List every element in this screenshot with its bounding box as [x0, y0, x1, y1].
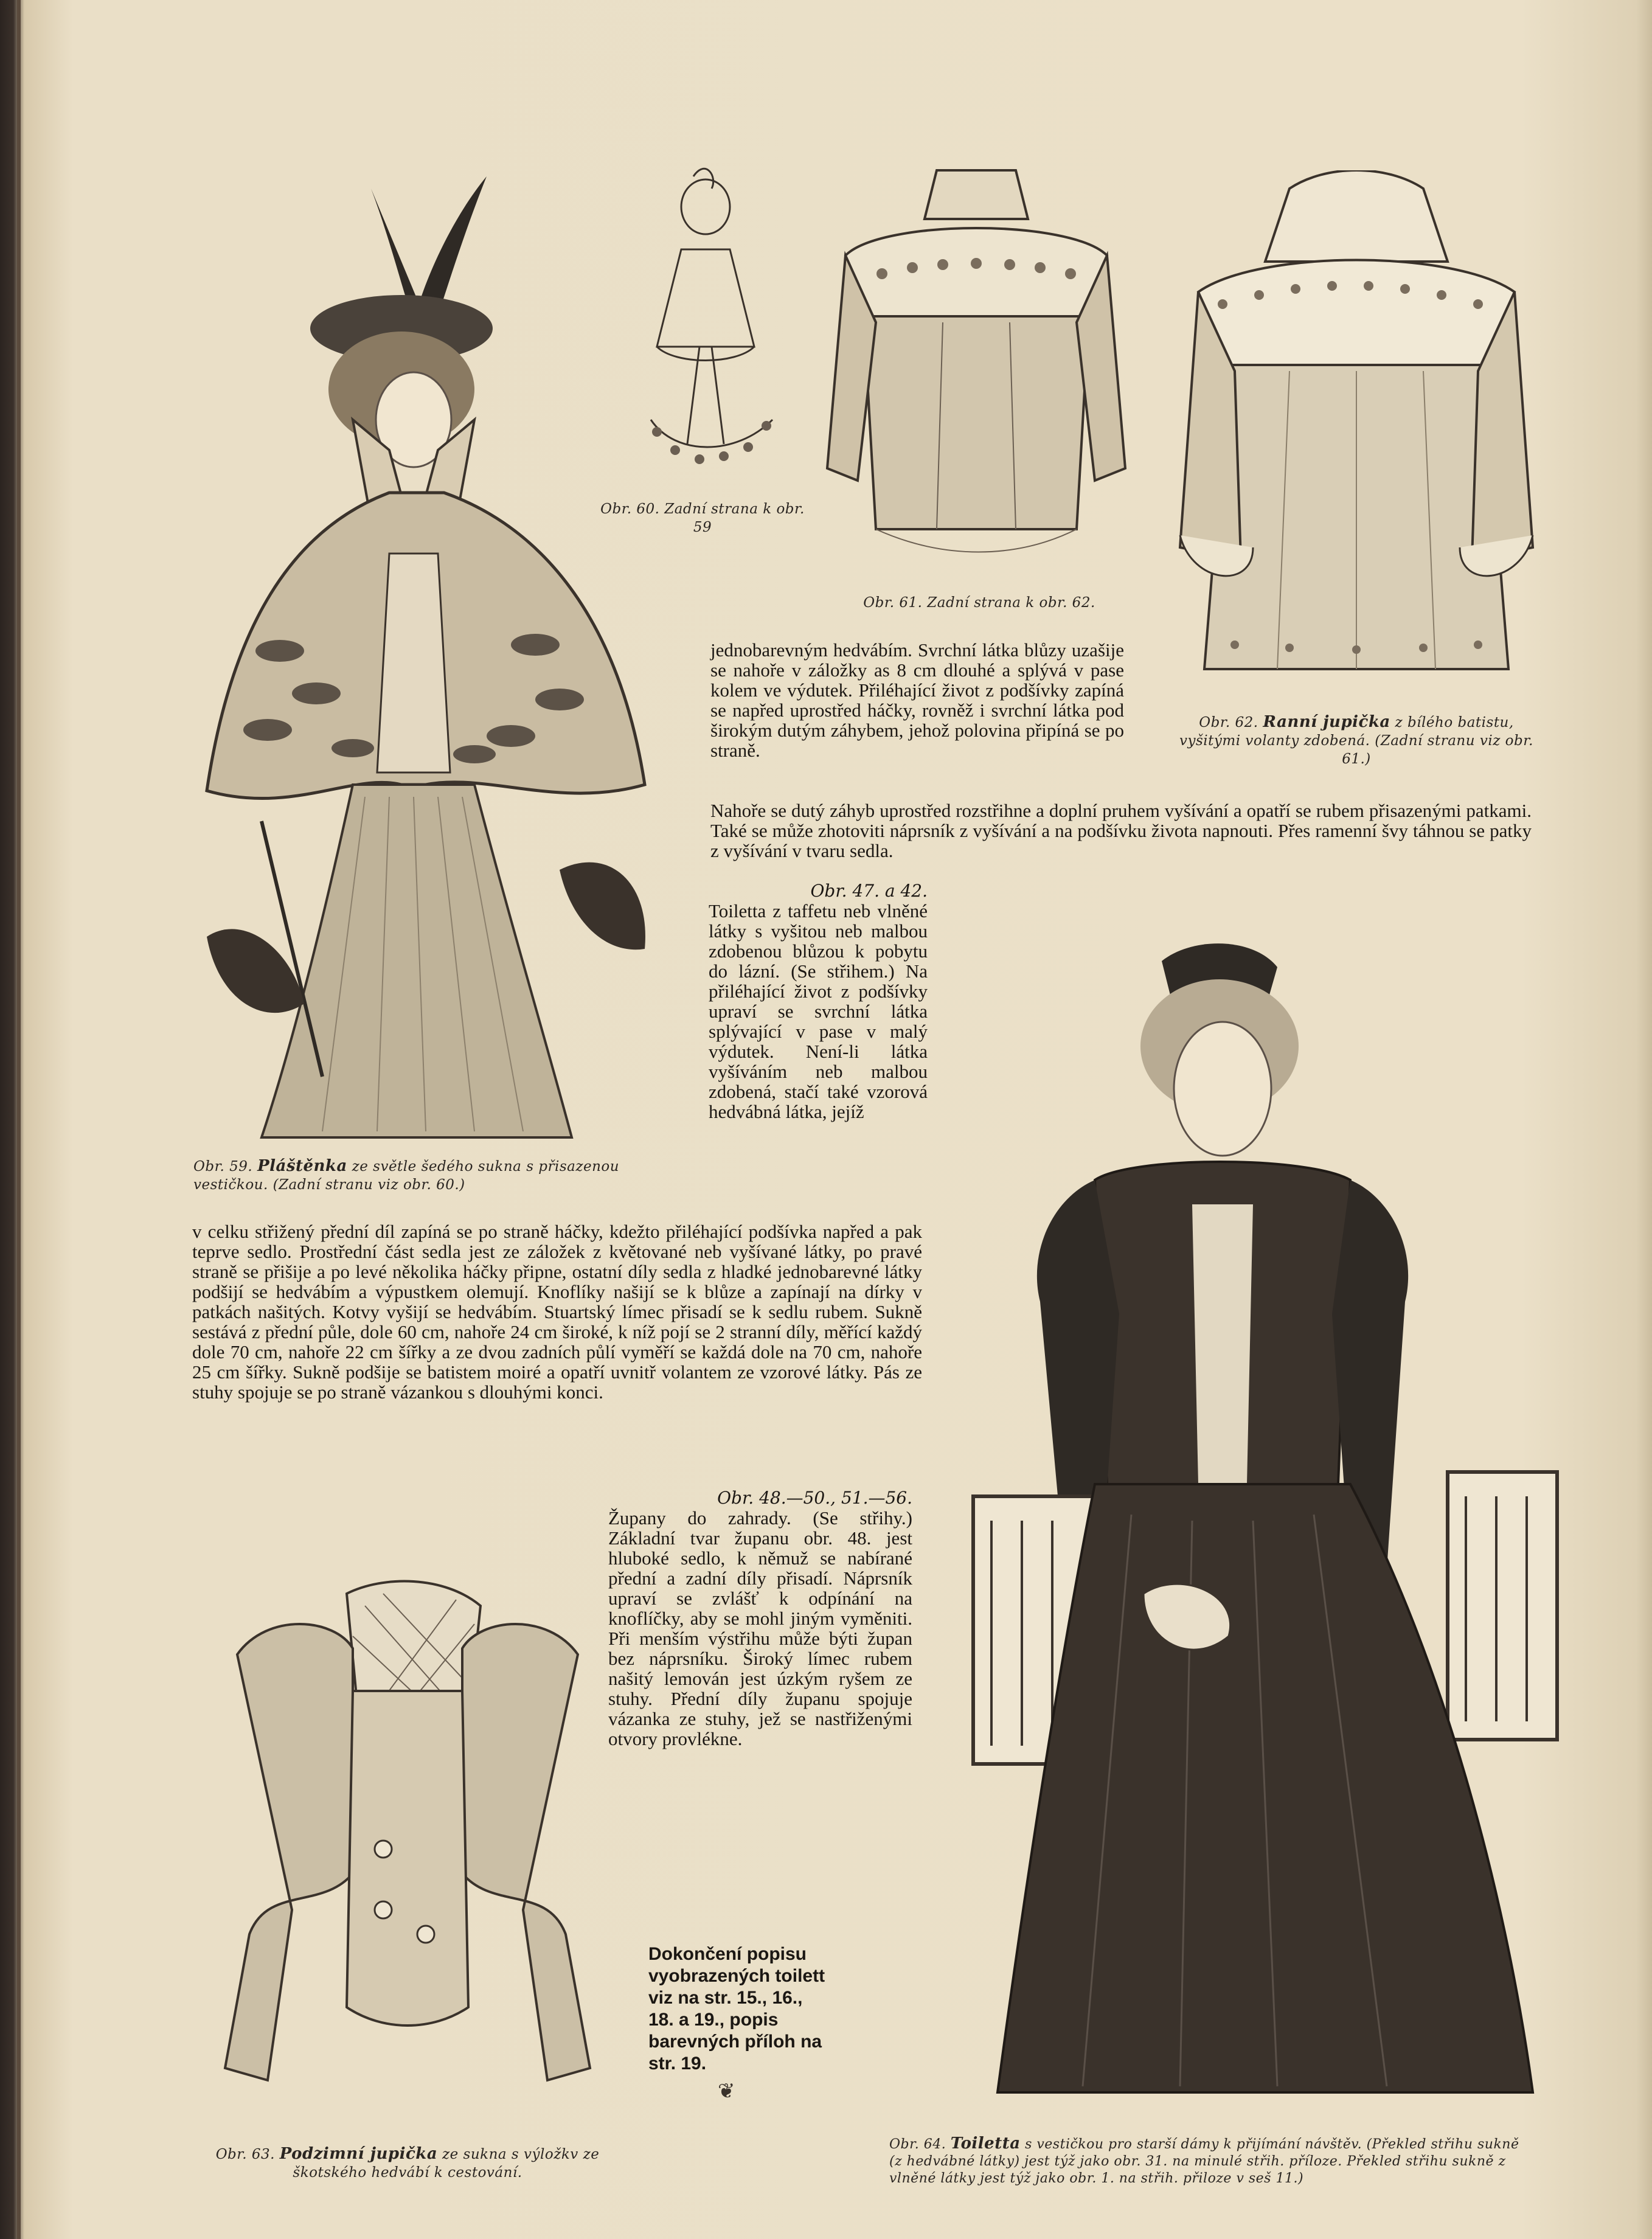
caption-fig62: Obr. 62. Ranní jupička z bílého batistu, vyšitými volanty zdobená. (Zadní stranu viz obr. 61.) [1179, 713, 1533, 767]
text-column-right-top: jednobarevným hedvábím. Svrchní látka blůzy uzašije se nahoře v záložky as 8 cm dlouhé a splývá v pase kolem ve výdutek. Přiléhající život z podšívky zapíná se napřed uprostřed háčky, rovněž i svrchní látka pod širokým dutým záhybem, jehož polovina připíná se po straně. [710, 639, 1124, 761]
caption-fig61: Obr. 61. Zadní strana k obr. 62. [863, 595, 1095, 611]
text-column-bottom: Obr. 48.—50., 51.—56. Župany do zahrady. (Se střihy.) Základní tvar županu obr. 48. jest hluboké sedlo, k němuž se nabírané přední a zadní díly přisadí. Náprsník upraví se zvlášť k odpínání na knoflíčky, aby se mohl jiným vyměniti. Při menším výstřihu může býti župan bez náprsníku. Široký límec rubem našitý lemován jest úzkým ryšem ze stuhy. Přední díly županu spojuje vázanka ze stuhy, jež se nastřiženými otvory provlékne. [608, 1488, 912, 1749]
ornament-divider: ❦ [718, 2079, 735, 2103]
caption-fig64: Obr. 64. Toiletta s vestičkou pro starší dámy k přijímání návštěv. (Překled střihu sukně (z hedvábné látky) jest týž jako obr. 31. na minulé střih. příloze. Překled střihu sukně z vlněné látky jest týž jako obr. 1. na střih. přiloze v seš 11.) [889, 2134, 1519, 2186]
text-column-middle: Obr. 47. a 42. Toiletta z taffetu neb vlněné látky s vyšitou neb malbou zdobenou blůzou k pobytu do lázní. (Se střihem.) Na přiléhající život z podšívky upraví se svrchní látka splývající v pase v malý výdutek. Není-li látka vyšíváním neb malbou zdobená, stačí také vzorová hedvábná látka, jejíž [709, 881, 928, 1122]
illustration-back-sketch [614, 164, 797, 481]
book-gutter [17, 0, 21, 2239]
caption-fig63: Obr. 63. Podzimní jupička ze sukna s výložkv ze škotského hedvábí k cestování. [215, 2145, 600, 2181]
illustration-jacket-back [821, 164, 1131, 578]
text-paragraph-wide-2: v celku střižený přední díl zapíná se po straně háčky, kdežto přiléhající podšívka napřed a pak teprve sedlo. Prostřední část sedla jest ze záložek z květované neb vyšívané látky, po pravé straně se přišije a po levé několika háčky připne, ostatní díly sedla z hladké jednobarevné látky podšijí se hedvábím a výpustkem olemují. Knoflíky našijí se k blůze a zapínají na dírky v patkách našitých. Kotvy vyšijí se hedvábím. Stuartský límec přisadí se k sedlu rubem. Sukně sestává z přední půle, dole 60 cm, nahoře 24 cm široké, k níž pojí se 2 stranní díly, měřící každý dole 70 cm, nahoře 22 cm šířky a ze dvou zadních půlí vyměří se každá dole na 70 cm, nahoře 25 cm šířky. Sukně podšije se batistem moiré a opatří uvnitř volantem ze vzorové látky. Pás ze stuhy spojuje se po straně vázankou s dlouhými konci. [192, 1221, 922, 1403]
illustration-autumn-jacket [201, 1569, 614, 2123]
illustration-cape-woman [170, 164, 669, 1144]
illustration-morning-jacket [1168, 170, 1545, 699]
caption-fig60: Obr. 60. Zadní strana k obr. 59 [600, 501, 805, 535]
text-paragraph-wide-1: Nahoře se dutý záhyb uprostřed rozstřihne a doplní pruhem vyšívání a opatří se rubem přisazenými patkami. Také se může zhotoviti náprsník z vyšívání a na podšívku života napnouti. Přes ramenní švy táhnou se patky z vyšívání v tvaru sedla. [710, 800, 1532, 861]
illustration-seated-lady [961, 937, 1569, 2129]
continuation-note: Dokončení popisu vyobrazených toilett viz na str. 15., 16., 18. a 19., popis barevných příloh na str. 19. [648, 1944, 825, 2074]
caption-fig59: Obr. 59. Pláštěnka ze světle šedého sukna s přisazenou vestičkou. (Zadní stranu viz obr. 60.) [193, 1157, 620, 1193]
